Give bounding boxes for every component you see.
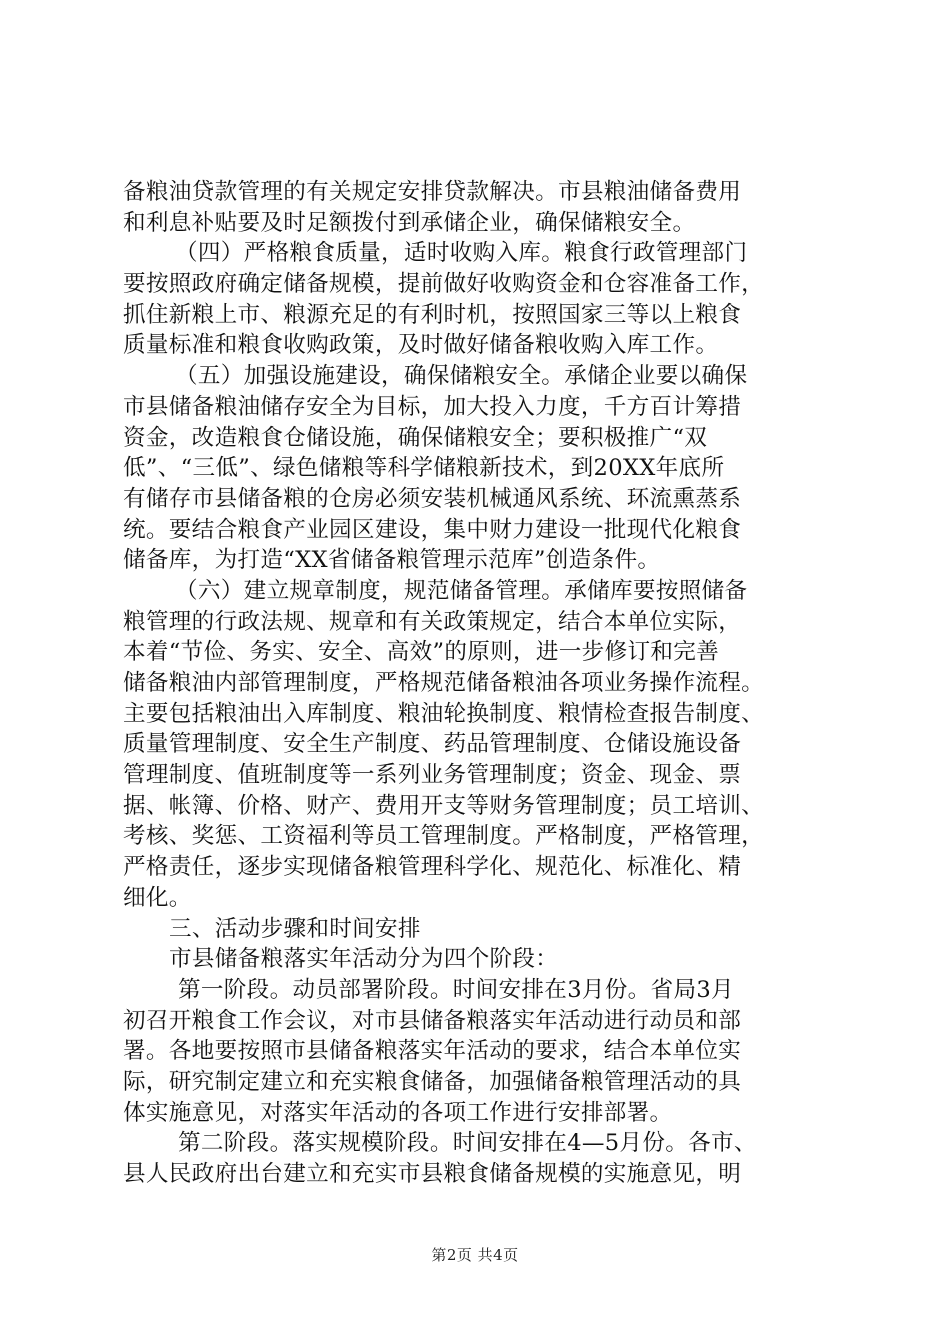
text-line: 质量标准和粮食收购政策，及时做好储备粮收购入库工作。 — [123, 332, 719, 359]
text-line: 储备库，为打造“XX省储备粮管理示范库”创造条件。 — [123, 547, 661, 574]
text-line: 署。各地要按照市县储备粮落实年活动的要求，结合本单位实 — [123, 1038, 742, 1065]
text-line: 管理制度、值班制度等一系列业务管理制度；资金、现金、票 — [123, 762, 742, 789]
text-line: （四）严格粮食质量，适时收购入库。粮食行政管理部门 — [175, 240, 748, 267]
text-line: 低”、“三低”、绿色储粮等科学储粮新技术，到20XX年底所 — [123, 455, 725, 482]
text-line: （六）建立规章制度，规范储备管理。承储库要按照储备 — [175, 577, 748, 604]
text-line: 初召开粮食工作会议，对市县储备粮落实年活动进行动员和部 — [123, 1007, 742, 1034]
text-line: （五）加强设施建设，确保储粮安全。承储企业要以确保 — [175, 363, 748, 390]
text-line: 际，研究制定建立和充实粮食储备，加强储备粮管理活动的具 — [123, 1068, 742, 1095]
text-line: 细化。 — [123, 884, 192, 911]
text-line: 要按照政府确定储备规模，提前做好收购资金和仓容准备工作， — [123, 271, 765, 298]
text-line: 质量管理制度、安全生产制度、药品管理制度、仓储设施设备 — [123, 731, 742, 758]
text-line: 储备粮油内部管理制度，严格规范储备粮油各项业务操作流程。 — [123, 670, 765, 696]
text-line: 主要包括粮油出入库制度、粮油轮换制度、粮情检查报告制度、 — [123, 700, 765, 727]
document-body — [123, 177, 843, 1190]
text-line: 第一阶段。动员部署阶段。时间安排在3月份。省局3月 — [178, 976, 734, 1003]
text-line: 县人民政府出台建立和充实市县粮食储备规模的实施意见，明 — [123, 1161, 742, 1187]
text-line: 资金，改造粮食仓储设施，确保储粮安全；要积极推广“双 — [123, 424, 708, 451]
text-line: 市县储备粮油储存安全为目标，加大投入力度，千方百计筹措 — [123, 393, 742, 420]
text-line: 统。要结合粮食产业园区建设，集中财力建设一批现代化粮食 — [123, 516, 742, 543]
text-line: 市县储备粮落实年活动分为四个阶段： — [169, 946, 559, 973]
text-line: 据、帐簿、价格、财产、费用开支等财务管理制度；员工培训、 — [123, 792, 765, 819]
page-footer: 第2页 共4页 — [431, 1246, 519, 1264]
text-line: 严格责任，逐步实现储备粮管理科学化、规范化、标准化、精 — [123, 854, 742, 881]
text-line: 考核、奖惩、工资福利等员工管理制度。严格制度，严格管理， — [123, 823, 765, 850]
text-line: 备粮油贷款管理的有关规定安排贷款解决。市县粮油储备费用 — [123, 179, 742, 205]
text-line: 有储存市县储备粮的仓房必须安装机械通风系统、环流熏蒸系 — [123, 485, 742, 512]
text-line: 粮管理的行政法规、规章和有关政策规定，结合本单位实际， — [123, 608, 742, 635]
text-line: 三、活动步骤和时间安排 — [169, 915, 421, 942]
text-line: 抓住新粮上市、粮源充足的有利时机，按照国家三等以上粮食 — [123, 301, 742, 328]
text-line: 和利息补贴要及时足额拨付到承储企业，确保储粮安全。 — [123, 209, 696, 236]
text-line: 本着“节俭、务实、安全、高效”的原则，进一步修订和完善 — [123, 639, 720, 666]
text-line: 体实施意见，对落实年活动的各项工作进行安排部署。 — [123, 1099, 673, 1126]
text-line: 第二阶段。落实规模阶段。时间安排在4—5月份。各市、 — [178, 1130, 757, 1157]
